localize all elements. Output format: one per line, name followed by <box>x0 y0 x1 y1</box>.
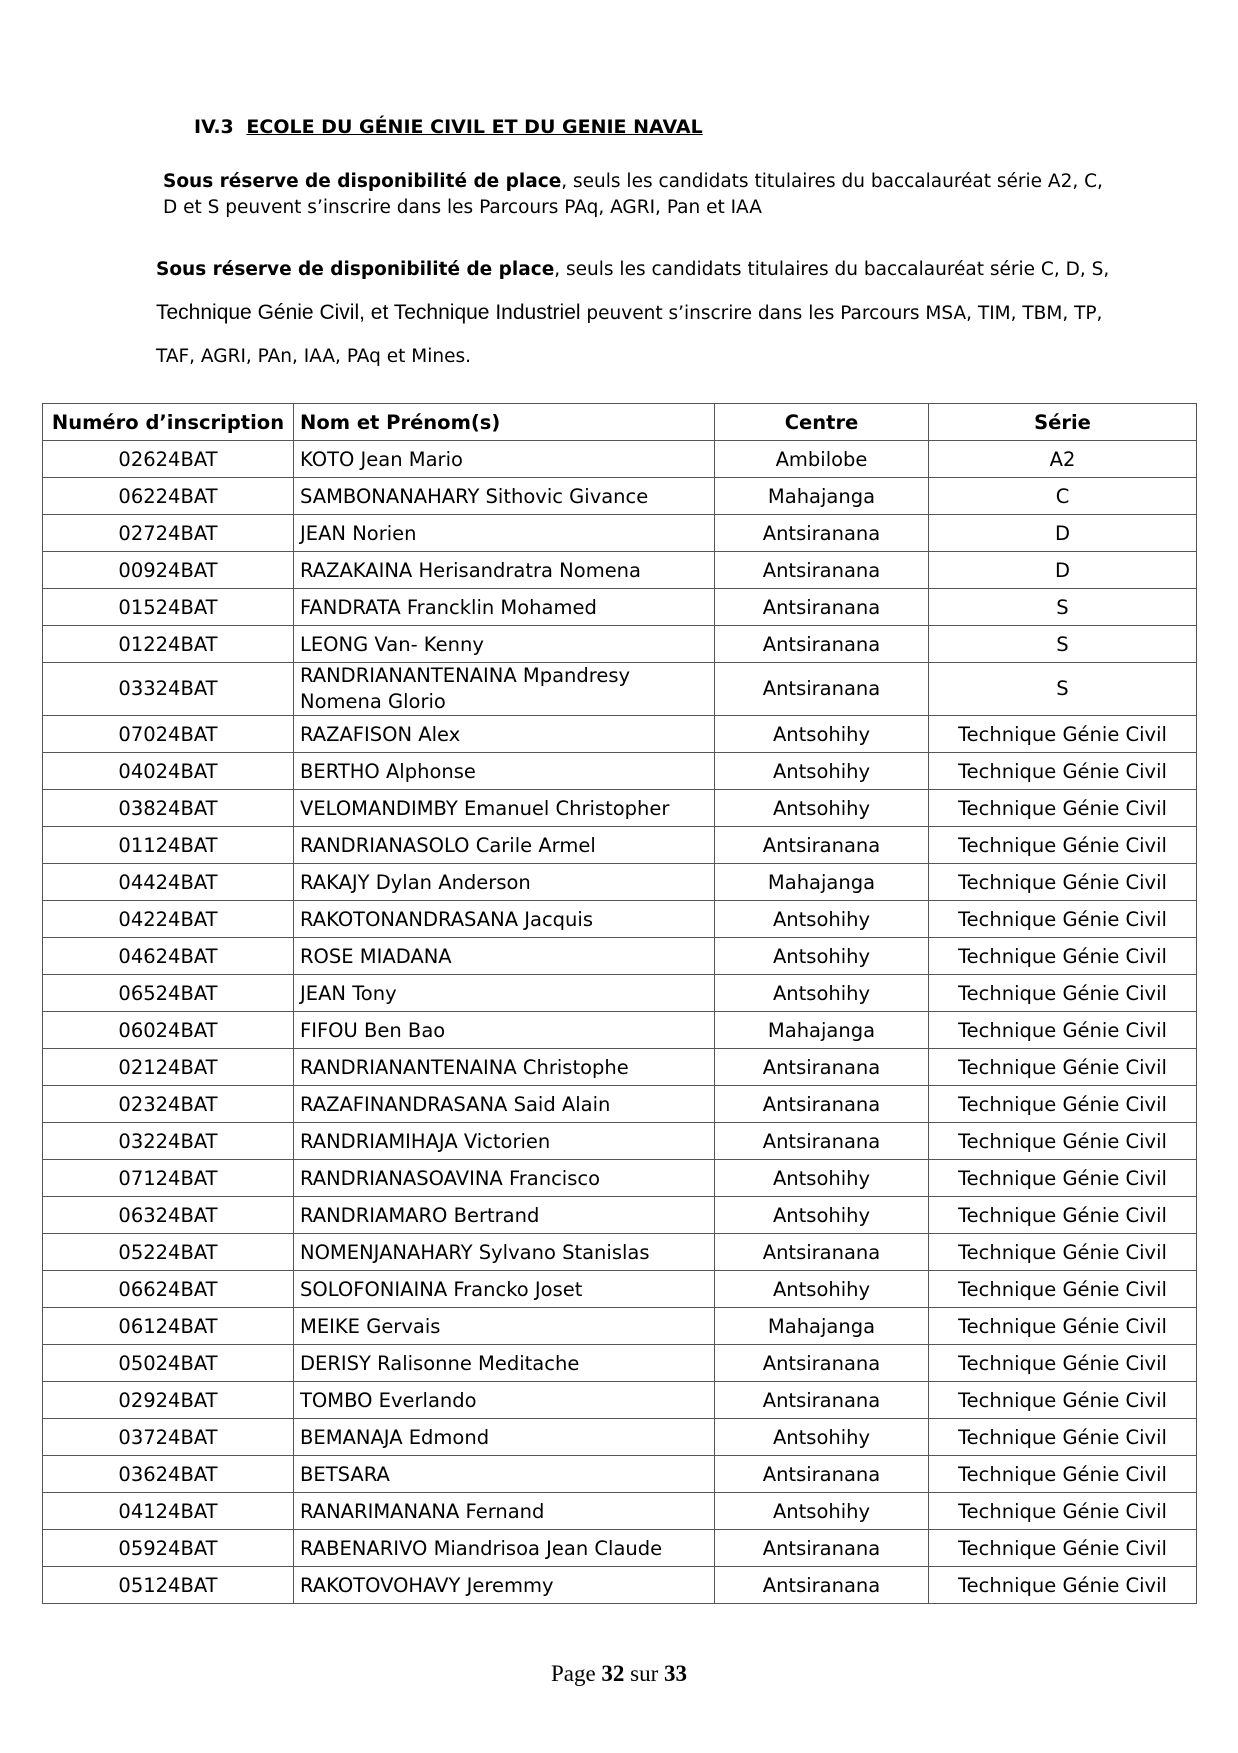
cell-serie: Technique Génie Civil <box>929 975 1197 1012</box>
cell-name: RABENARIVO Miandrisoa Jean Claude <box>294 1530 715 1567</box>
cell-serie: S <box>929 589 1197 626</box>
admission-note-2 <box>156 248 1126 378</box>
cell-serie: Technique Génie Civil <box>929 1456 1197 1493</box>
table-body <box>43 441 1197 1604</box>
page-footer <box>0 1661 1238 1687</box>
cell-registration-number: 06324BAT <box>43 1197 294 1234</box>
admission-note-1-bold: Sous réserve de disponibilité de place <box>163 171 562 192</box>
cell-center: Antsiranana <box>715 1123 929 1160</box>
cell-registration-number: 06524BAT <box>43 975 294 1012</box>
cell-center: Antsohihy <box>715 1197 929 1234</box>
cell-center: Antsohihy <box>715 716 929 753</box>
table-row <box>43 1086 1197 1123</box>
table-row <box>43 1382 1197 1419</box>
table-row <box>43 589 1197 626</box>
cell-center: Antsiranana <box>715 1234 929 1271</box>
cell-name: ROSE MIADANA <box>294 938 715 975</box>
cell-serie: Technique Génie Civil <box>929 1049 1197 1086</box>
cell-name: RAKOTONANDRASANA Jacquis <box>294 901 715 938</box>
cell-center: Antsiranana <box>715 1567 929 1604</box>
table-row <box>43 1160 1197 1197</box>
cell-center: Antsohihy <box>715 1271 929 1308</box>
cell-registration-number: 06224BAT <box>43 478 294 515</box>
cell-registration-number: 02324BAT <box>43 1086 294 1123</box>
total-page-number: 33 <box>664 1661 688 1686</box>
table-row <box>43 716 1197 753</box>
table-row <box>43 975 1197 1012</box>
cell-registration-number: 06024BAT <box>43 1012 294 1049</box>
cell-center: Antsiranana <box>715 1530 929 1567</box>
cell-name: RANDRIANANTENAINA Mpandresy Nomena Glorio <box>294 663 715 716</box>
cell-name: RAKAJY Dylan Anderson <box>294 864 715 901</box>
table-row <box>43 441 1197 478</box>
cell-center: Antsiranana <box>715 589 929 626</box>
table-row <box>43 1123 1197 1160</box>
cell-name: RANDRIANASOLO Carile Armel <box>294 827 715 864</box>
cell-serie: Technique Génie Civil <box>929 1012 1197 1049</box>
cell-center: Antsiranana <box>715 1456 929 1493</box>
cell-registration-number: 05224BAT <box>43 1234 294 1271</box>
table-row <box>43 864 1197 901</box>
cell-serie: Technique Génie Civil <box>929 1086 1197 1123</box>
cell-serie: Technique Génie Civil <box>929 1197 1197 1234</box>
cell-center: Antsohihy <box>715 1493 929 1530</box>
cell-registration-number: 03824BAT <box>43 790 294 827</box>
table-row <box>43 515 1197 552</box>
admission-note-1-text: , seuls les candidats titulaires du baccalauréat série A2, C, D et S peuvent s’inscrire dans les Parcours PAq, AGRI, Pan et IAA <box>163 171 1103 218</box>
cell-name: DERISY Ralisonne Meditache <box>294 1345 715 1382</box>
cell-center: Mahajanga <box>715 1012 929 1049</box>
table-row <box>43 827 1197 864</box>
cell-serie: A2 <box>929 441 1197 478</box>
cell-serie: Technique Génie Civil <box>929 864 1197 901</box>
table-row <box>43 1456 1197 1493</box>
cell-serie: Technique Génie Civil <box>929 790 1197 827</box>
cell-center: Antsohihy <box>715 753 929 790</box>
cell-name: LEONG Van- Kenny <box>294 626 715 663</box>
header-serie: Série <box>929 404 1197 441</box>
cell-serie: Technique Génie Civil <box>929 901 1197 938</box>
cell-name: SOLOFONIAINA Francko Joset <box>294 1271 715 1308</box>
cell-center: Antsiranana <box>715 1086 929 1123</box>
admission-note-2-narrow: Technique Génie Civil, et Technique Industriel <box>156 301 581 324</box>
cell-registration-number: 06624BAT <box>43 1271 294 1308</box>
section-number: IV.3 <box>194 116 234 138</box>
cell-center: Antsohihy <box>715 1419 929 1456</box>
admission-note-1 <box>163 169 1123 221</box>
cell-name: RANARIMANANA Fernand <box>294 1493 715 1530</box>
sur-word: sur <box>630 1661 659 1686</box>
cell-registration-number: 05024BAT <box>43 1345 294 1382</box>
cell-registration-number: 02924BAT <box>43 1382 294 1419</box>
section-title: ECOLE DU GÉNIE CIVIL ET DU GENIE NAVAL <box>246 116 703 138</box>
cell-center: Mahajanga <box>715 1308 929 1345</box>
cell-center: Antsiranana <box>715 515 929 552</box>
cell-center: Ambilobe <box>715 441 929 478</box>
cell-registration-number: 06124BAT <box>43 1308 294 1345</box>
cell-registration-number: 03324BAT <box>43 663 294 716</box>
cell-serie: Technique Génie Civil <box>929 1123 1197 1160</box>
cell-name: MEIKE Gervais <box>294 1308 715 1345</box>
cell-name: VELOMANDIMBY Emanuel Christopher <box>294 790 715 827</box>
cell-serie: C <box>929 478 1197 515</box>
cell-name: TOMBO Everlando <box>294 1382 715 1419</box>
table-row <box>43 552 1197 589</box>
cell-serie: Technique Génie Civil <box>929 1308 1197 1345</box>
cell-name: RAZAKAINA Herisandratra Nomena <box>294 552 715 589</box>
cell-registration-number: 02724BAT <box>43 515 294 552</box>
cell-name: RANDRIAMARO Bertrand <box>294 1197 715 1234</box>
cell-registration-number: 04024BAT <box>43 753 294 790</box>
cell-registration-number: 03624BAT <box>43 1456 294 1493</box>
cell-name: NOMENJANAHARY Sylvano Stanislas <box>294 1234 715 1271</box>
cell-registration-number: 02624BAT <box>43 441 294 478</box>
table-row <box>43 626 1197 663</box>
cell-name: JEAN Norien <box>294 515 715 552</box>
header-name: Nom et Prénom(s) <box>294 404 715 441</box>
cell-registration-number: 03224BAT <box>43 1123 294 1160</box>
cell-name: FIFOU Ben Bao <box>294 1012 715 1049</box>
cell-serie: Technique Génie Civil <box>929 1382 1197 1419</box>
cell-serie: Technique Génie Civil <box>929 1419 1197 1456</box>
table-row <box>43 1493 1197 1530</box>
cell-registration-number: 05924BAT <box>43 1530 294 1567</box>
table-row <box>43 901 1197 938</box>
table-row <box>43 1345 1197 1382</box>
cell-center: Antsohihy <box>715 975 929 1012</box>
table-row <box>43 1567 1197 1604</box>
cell-name: KOTO Jean Mario <box>294 441 715 478</box>
table-row <box>43 753 1197 790</box>
cell-serie: Technique Génie Civil <box>929 1567 1197 1604</box>
cell-name: BETSARA <box>294 1456 715 1493</box>
admission-note-2-text-b: peuvent s’inscrire dans les Parcours MSA, TIM, TBM, TP, TAF, AGRI, PAn, IAA, PAq et Mines. <box>156 303 1103 367</box>
table-row <box>43 1271 1197 1308</box>
section-heading <box>194 116 703 138</box>
cell-serie: D <box>929 515 1197 552</box>
cell-name: RAZAFINANDRASANA Said Alain <box>294 1086 715 1123</box>
cell-name: RAKOTOVOHAVY Jeremmy <box>294 1567 715 1604</box>
cell-serie: Technique Génie Civil <box>929 753 1197 790</box>
table-row <box>43 478 1197 515</box>
cell-center: Antsiranana <box>715 1049 929 1086</box>
cell-center: Antsiranana <box>715 827 929 864</box>
cell-center: Antsohihy <box>715 938 929 975</box>
cell-name: BERTHO Alphonse <box>294 753 715 790</box>
table-row <box>43 790 1197 827</box>
cell-registration-number: 07024BAT <box>43 716 294 753</box>
cell-registration-number: 01524BAT <box>43 589 294 626</box>
cell-registration-number: 04124BAT <box>43 1493 294 1530</box>
cell-name: RANDRIANANTENAINA Christophe <box>294 1049 715 1086</box>
cell-registration-number: 00924BAT <box>43 552 294 589</box>
cell-center: Antsohihy <box>715 901 929 938</box>
cell-name: SAMBONANAHARY Sithovic Givance <box>294 478 715 515</box>
cell-serie: Technique Génie Civil <box>929 1234 1197 1271</box>
cell-serie: Technique Génie Civil <box>929 827 1197 864</box>
cell-name: BEMANAJA Edmond <box>294 1419 715 1456</box>
current-page-number: 32 <box>601 1661 625 1686</box>
admission-note-2-text-a: , seuls les candidats titulaires du baccalauréat série C, D, S, <box>554 259 1110 280</box>
cell-serie: Technique Génie Civil <box>929 1160 1197 1197</box>
header-center: Centre <box>715 404 929 441</box>
cell-registration-number: 01224BAT <box>43 626 294 663</box>
table-row <box>43 1012 1197 1049</box>
cell-registration-number: 04424BAT <box>43 864 294 901</box>
cell-name: RAZAFISON Alex <box>294 716 715 753</box>
cell-center: Antsiranana <box>715 626 929 663</box>
cell-serie: Technique Génie Civil <box>929 1493 1197 1530</box>
cell-name: JEAN Tony <box>294 975 715 1012</box>
cell-registration-number: 02124BAT <box>43 1049 294 1086</box>
cell-center: Antsohihy <box>715 790 929 827</box>
table-row <box>43 663 1197 716</box>
cell-serie: Technique Génie Civil <box>929 1271 1197 1308</box>
cell-serie: Technique Génie Civil <box>929 1530 1197 1567</box>
table-row <box>43 1049 1197 1086</box>
cell-registration-number: 04224BAT <box>43 901 294 938</box>
header-registration-number: Numéro d’inscription <box>43 404 294 441</box>
table-row <box>43 1197 1197 1234</box>
cell-name: RANDRIANASOAVINA Francisco <box>294 1160 715 1197</box>
cell-registration-number: 07124BAT <box>43 1160 294 1197</box>
admitted-candidates-table <box>42 403 1197 1604</box>
cell-name: FANDRATA Francklin Mohamed <box>294 589 715 626</box>
cell-serie: Technique Génie Civil <box>929 1345 1197 1382</box>
cell-center: Mahajanga <box>715 864 929 901</box>
cell-serie: Technique Génie Civil <box>929 716 1197 753</box>
table-row <box>43 1530 1197 1567</box>
cell-center: Antsiranana <box>715 1345 929 1382</box>
cell-center: Antsohihy <box>715 1160 929 1197</box>
cell-registration-number: 01124BAT <box>43 827 294 864</box>
admission-note-2-bold: Sous réserve de disponibilité de place <box>156 259 555 280</box>
cell-registration-number: 05124BAT <box>43 1567 294 1604</box>
cell-name: RANDRIAMIHAJA Victorien <box>294 1123 715 1160</box>
cell-center: Mahajanga <box>715 478 929 515</box>
cell-serie: D <box>929 552 1197 589</box>
cell-registration-number: 04624BAT <box>43 938 294 975</box>
table-row <box>43 1308 1197 1345</box>
table-row <box>43 1234 1197 1271</box>
cell-serie: S <box>929 626 1197 663</box>
cell-center: Antsiranana <box>715 663 929 716</box>
page-word: Page <box>550 1661 596 1686</box>
table-header-row <box>43 404 1197 441</box>
table-row <box>43 938 1197 975</box>
cell-registration-number: 03724BAT <box>43 1419 294 1456</box>
cell-serie: S <box>929 663 1197 716</box>
cell-center: Antsiranana <box>715 552 929 589</box>
cell-serie: Technique Génie Civil <box>929 938 1197 975</box>
table-row <box>43 1419 1197 1456</box>
cell-center: Antsiranana <box>715 1382 929 1419</box>
